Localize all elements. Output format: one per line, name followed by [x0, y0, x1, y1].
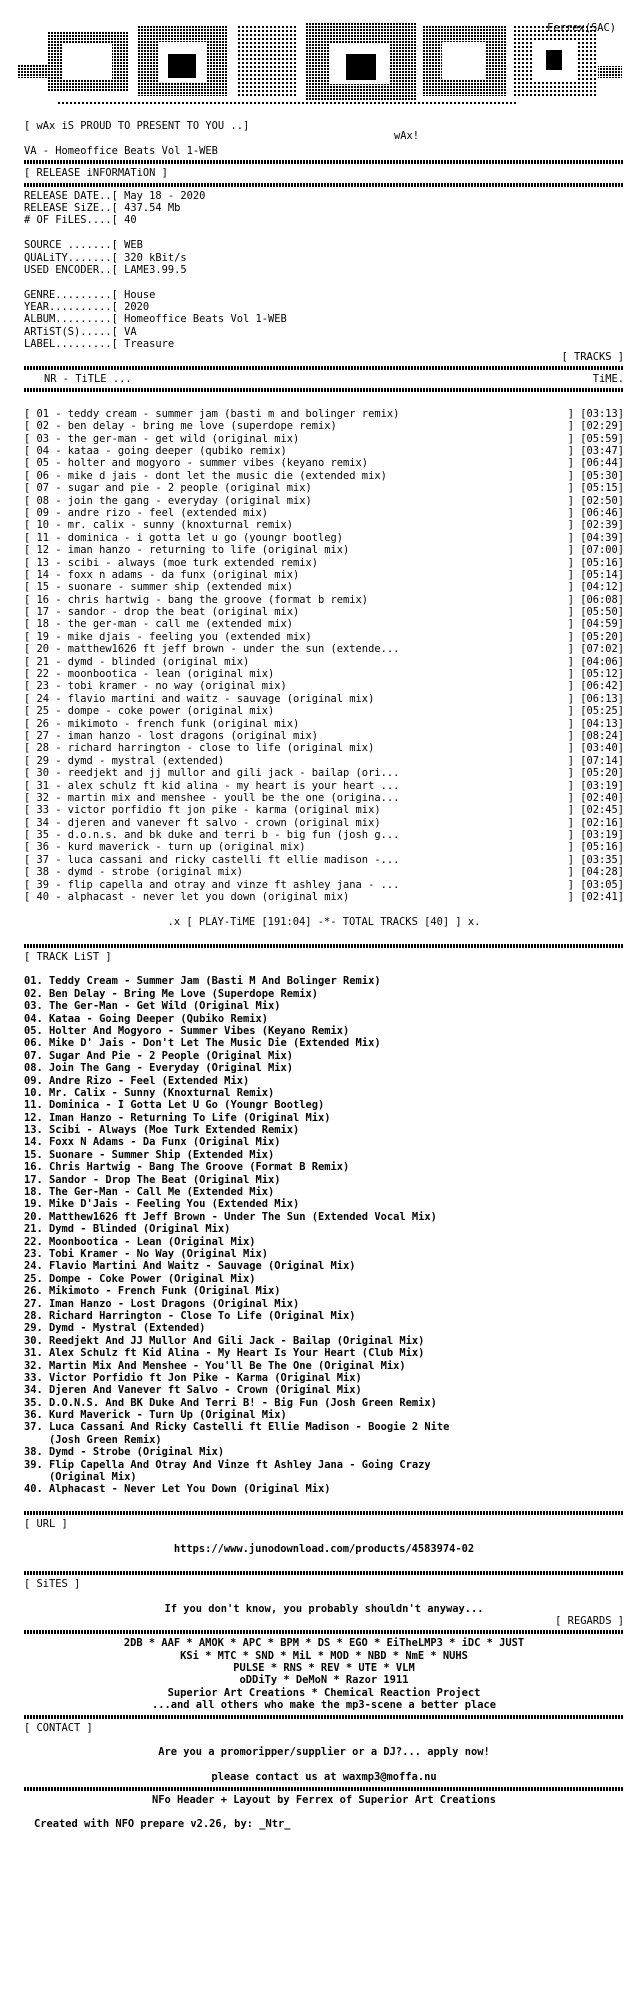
- track-list-item: 29. Dymd - Mystral (Extended): [24, 1322, 206, 1335]
- track-nr-title: [ 19 - mike djais - feeling you (extended mix): [24, 630, 312, 643]
- track-nr-title: [ 23 - tobi kramer - no way (original mix): [24, 680, 287, 693]
- track-time: ] [03:47]: [567, 444, 624, 457]
- track-row: [24, 866, 624, 878]
- track-table: [24, 408, 624, 904]
- track-nr-title: [ 11 - dominica - i gotta let u go (youngr bootleg): [24, 531, 344, 544]
- divider: [24, 183, 624, 187]
- track-row: [24, 470, 624, 482]
- encoder: LAME3.99.5: [124, 263, 187, 276]
- track-time: ] [02:40]: [567, 791, 624, 804]
- track-row: [24, 854, 624, 866]
- track-time: ] [07:02]: [567, 643, 624, 656]
- track-row: [24, 618, 624, 630]
- proud-line: [ wAx iS PROUD TO PRESENT TO YOU ..]: [24, 120, 250, 132]
- track-time: ] [07:14]: [567, 754, 624, 767]
- tracks-header: [24, 373, 624, 385]
- track-time: ] [02:45]: [567, 804, 624, 817]
- contact-title: [ CONTACT ]: [24, 1721, 93, 1734]
- track-row: [24, 841, 624, 853]
- track-row: [24, 482, 624, 494]
- regards-line: 2DB * AAF * AMOK * APC * BPM * DS * EGO * EiTheLMP3 * iDC * JUST: [123, 1637, 525, 1650]
- release-size: 437.54 Mb: [124, 201, 181, 214]
- sites-text: If you don't know, you probably shouldn't anyway...: [164, 1602, 484, 1615]
- track-row: [24, 780, 624, 792]
- track-row: [24, 792, 624, 804]
- track-row: [24, 445, 624, 457]
- track-time: ] [04:28]: [567, 866, 624, 879]
- track-time: ] [04:06]: [567, 655, 624, 668]
- track-list-item: 38. Dymd - Strobe (Original Mix): [24, 1446, 225, 1459]
- artist: VA: [124, 325, 137, 338]
- label: RELEASE DATE..[: [24, 189, 118, 202]
- track-nr-title: [ 08 - join the gang - everyday (original mix): [24, 494, 312, 507]
- track-row: [24, 742, 624, 754]
- record-label: Treasure: [124, 338, 175, 351]
- track-row: [24, 668, 624, 680]
- track-list-item: 32. Martin Mix And Menshee - You'll Be The One (Original Mix): [24, 1359, 406, 1372]
- track-list-title: [ TRACK LiST ]: [24, 950, 112, 963]
- track-row: [24, 569, 624, 581]
- track-nr-title: [ 29 - dymd - mystral (extended): [24, 754, 225, 767]
- track-time: ] [06:42]: [567, 680, 624, 693]
- label: ARTiST(S).....[: [24, 325, 118, 338]
- track-list-item: 02. Ben Delay - Bring Me Love (Superdope Remix): [24, 987, 319, 1000]
- label: YEAR..........[: [24, 301, 118, 314]
- track-list-item: 27. Iman Hanzo - Lost Dragons (Original Mix): [24, 1297, 300, 1310]
- track-list-item: 19. Mike D'Jais - Feeling You (Extended Mix): [24, 1198, 300, 1211]
- track-nr-title: [ 34 - djeren and vanever ft salvo - crown (original mix): [24, 816, 381, 829]
- track-row: [24, 495, 624, 507]
- track-list-item: 37. Luca Cassani And Ricky Castelli ft Ellie Madison - Boogie 2 Nite: [24, 1421, 450, 1434]
- track-time: ] [02:50]: [567, 494, 624, 507]
- track-nr-title: [ 35 - d.o.n.s. and bk duke and terri b - big fun (josh g...: [24, 829, 400, 842]
- track-row: [24, 680, 624, 692]
- track-list-item: 07. Sugar And Pie - 2 People (Original Mix): [24, 1049, 293, 1062]
- track-list-item: 13. Scibi - Always (Moe Turk Extended Remix): [24, 1124, 300, 1137]
- track-time: ] [05:16]: [567, 556, 624, 569]
- track-nr-title: [ 16 - chris hartwig - bang the groove (format b remix): [24, 593, 369, 606]
- track-row: [24, 817, 624, 829]
- track-nr-title: [ 15 - suonare - summer ship (extended mix): [24, 581, 293, 594]
- track-list-item: (Original Mix): [24, 1471, 137, 1484]
- track-nr-title: [ 38 - dymd - strobe (original mix): [24, 866, 243, 879]
- divider: [24, 1715, 624, 1719]
- release-info-title: [ RELEASE iNFORMATiON ]: [24, 167, 168, 180]
- tracks-title: [ TRACKS ]: [561, 350, 624, 363]
- track-nr-title: [ 28 - richard harrington - close to life (original mix): [24, 742, 375, 755]
- track-time: ] [05:50]: [567, 606, 624, 619]
- track-list-item: 10. Mr. Calix - Sunny (Knoxturnal Remix): [24, 1086, 275, 1099]
- track-list-item: 01. Teddy Cream - Summer Jam (Basti M And Bolinger Remix): [24, 975, 381, 988]
- divider: [24, 160, 624, 164]
- regards-line: KSi * MTC * SND * MiL * MOD * NBD * NmE * NUHS: [180, 1649, 468, 1662]
- track-row: [24, 755, 624, 767]
- track-time: ] [08:24]: [567, 729, 624, 742]
- track-nr-title: [ 01 - teddy cream - summer jam (basti m and bolinger remix): [24, 407, 400, 420]
- release-title: VA - Homeoffice Beats Vol 1-WEB: [24, 144, 218, 157]
- art-credit: Ferrex(SAC): [547, 22, 616, 34]
- label: QUALiTY.......[: [24, 251, 118, 264]
- regards-title: [ REGARDS ]: [555, 1614, 624, 1627]
- track-nr-title: [ 36 - kurd maverick - turn up (original mix): [24, 841, 306, 854]
- track-list-item: 14. Foxx N Adams - Da Funx (Original Mix): [24, 1136, 281, 1149]
- track-nr-title: [ 06 - mike d jais - dont let the music die (extended mix): [24, 469, 387, 482]
- track-nr-title: [ 09 - andre rizo - feel (extended mix): [24, 506, 268, 519]
- track-row: [24, 767, 624, 779]
- track-list-item: 30. Reedjekt And JJ Mullor And Gili Jack - Bailap (Original Mix): [24, 1334, 425, 1347]
- track-list-item: 15. Suonare - Summer Ship (Extended Mix): [24, 1148, 275, 1161]
- track-list-item: 33. Victor Porfidio ft Jon Pike - Karma (Original Mix): [24, 1371, 362, 1384]
- track-list-item: 36. Kurd Maverick - Turn Up (Original Mix): [24, 1409, 287, 1422]
- track-list-item: 17. Sandor - Drop The Beat (Original Mix): [24, 1173, 281, 1186]
- track-time: ] [05:20]: [567, 767, 624, 780]
- track-time: ] [07:00]: [567, 544, 624, 557]
- track-row: [24, 544, 624, 556]
- created-with: Created with NFO prepare v2.26, by: _Ntr_: [34, 1818, 291, 1831]
- track-list-item: 26. Mikimoto - French Funk (Original Mix): [24, 1285, 281, 1298]
- track-time: ] [03:13]: [567, 407, 624, 420]
- sites-title: [ SiTES ]: [24, 1577, 81, 1590]
- track-nr-title: [ 30 - reedjekt and jj mullor and gili jack - bailap (ori...: [24, 767, 400, 780]
- track-row: [24, 433, 624, 445]
- track-row: [24, 891, 624, 903]
- track-list-item: 34. Djeren And Vanever ft Salvo - Crown (Original Mix): [24, 1384, 362, 1397]
- track-row: [24, 705, 624, 717]
- regards-line: Superior Art Creations * Chemical Reaction Project: [167, 1686, 481, 1699]
- track-row: [24, 631, 624, 643]
- contact-line-1: Are you a promoripper/supplier or a DJ?... apply now!: [158, 1746, 490, 1759]
- track-nr-title: [ 18 - the ger-man - call me (extended mix): [24, 618, 293, 631]
- track-list-item: 31. Alex Schulz ft Kid Alina - My Heart Is Your Heart (Club Mix): [24, 1347, 425, 1360]
- track-row: [24, 581, 624, 593]
- quality: 320 kBit/s: [124, 251, 187, 264]
- wax-logo-graphic: [18, 14, 622, 120]
- divider: [24, 1787, 624, 1791]
- track-nr-title: [ 24 - flavio martini and waitz - sauvage (original mix): [24, 692, 375, 705]
- track-nr-title: [ 14 - foxx n adams - da funx (original mix): [24, 568, 300, 581]
- track-time: ] [04:12]: [567, 581, 624, 594]
- track-row: [24, 408, 624, 420]
- track-nr-title: [ 32 - martin mix and menshee - youll be the one (origina...: [24, 791, 400, 804]
- label: ALBUM.........[: [24, 313, 118, 326]
- track-time: ] [05:12]: [567, 668, 624, 681]
- track-list-item: 18. The Ger-Man - Call Me (Extended Mix): [24, 1186, 275, 1199]
- track-list-item: 25. Dompe - Coke Power (Original Mix): [24, 1272, 256, 1285]
- track-list-item: 05. Holter And Mogyoro - Summer Vibes (Keyano Remix): [24, 1024, 350, 1037]
- track-time: ] [02:29]: [567, 420, 624, 433]
- track-nr-title: [ 12 - iman hanzo - returning to life (original mix): [24, 544, 350, 557]
- label: GENRE.........[: [24, 288, 118, 301]
- label: USED ENCODER..[: [24, 263, 118, 276]
- track-list-item: 12. Iman Hanzo - Returning To Life (Original Mix): [24, 1111, 331, 1124]
- track-time: ] [04:59]: [567, 618, 624, 631]
- track-nr-title: [ 10 - mr. calix - sunny (knoxturnal remix): [24, 519, 293, 532]
- wax-mark: wAx!: [394, 130, 420, 142]
- track-nr-title: [ 17 - sandor - drop the beat (original mix): [24, 606, 300, 619]
- track-row: [24, 594, 624, 606]
- divider: [24, 944, 624, 948]
- track-nr-title: [ 05 - holter and mogyoro - summer vibes (keyano remix): [24, 457, 369, 470]
- track-list-item: 16. Chris Hartwig - Bang The Groove (Format B Remix): [24, 1161, 350, 1174]
- release-info-block: [24, 190, 624, 351]
- label: LABEL.........[: [24, 338, 118, 351]
- label: RELEASE SiZE..[: [24, 201, 118, 214]
- track-list-item: 39. Flip Capella And Otray And Vinze ft Ashley Jana - Going Crazy: [24, 1458, 431, 1471]
- regards-line: oDDiTy * DeMoN * Razor 1911: [239, 1674, 409, 1687]
- track-list-item: 08. Join The Gang - Everyday (Original Mix): [24, 1062, 293, 1075]
- track-nr-title: [ 25 - dompe - coke power (original mix): [24, 705, 275, 718]
- url-title: [ URL ]: [24, 1518, 68, 1531]
- track-row: [24, 420, 624, 432]
- track-row: [24, 804, 624, 816]
- track-list-item: 20. Matthew1626 ft Jeff Brown - Under The Sun (Extended Vocal Mix): [24, 1210, 437, 1223]
- track-time: ] [04:39]: [567, 531, 624, 544]
- track-row: [24, 643, 624, 655]
- track-list-item: 04. Kataa - Going Deeper (Qubiko Remix): [24, 1012, 268, 1025]
- track-time: ] [05:20]: [567, 630, 624, 643]
- track-nr-title: [ 31 - alex schulz ft kid alina - my heart is your heart ...: [24, 779, 400, 792]
- track-list: [24, 975, 624, 1495]
- track-list-item: 22. Moonbootica - Lean (Original Mix): [24, 1235, 256, 1248]
- track-nr-title: [ 39 - flip capella and otray and vinze ft ashley jana - ...: [24, 878, 400, 891]
- track-list-item: 06. Mike D' Jais - Don't Let The Music Die (Extended Mix): [24, 1037, 381, 1050]
- track-nr-title: [ 27 - iman hanzo - lost dragons (original mix): [24, 729, 319, 742]
- track-row: [24, 730, 624, 742]
- track-time: ] [06:44]: [567, 457, 624, 470]
- track-time: ] [03:19]: [567, 829, 624, 842]
- track-nr-title: [ 02 - ben delay - bring me love (superdope remix): [24, 420, 337, 433]
- track-row: [24, 606, 624, 618]
- track-list-item: 03. The Ger-Man - Get Wild (Original Mix): [24, 1000, 281, 1013]
- track-row: [24, 557, 624, 569]
- track-time: ] [05:15]: [567, 482, 624, 495]
- layout-credit: NFo Header + Layout by Ferrex of Superior Art Creations: [151, 1793, 497, 1806]
- genre: House: [124, 288, 156, 301]
- col-nr-title: NR - TiTLE ...: [44, 373, 132, 386]
- track-nr-title: [ 26 - mikimoto - french funk (original mix): [24, 717, 300, 730]
- track-time: ] [04:13]: [567, 717, 624, 730]
- album: Homeoffice Beats Vol 1-WEB: [124, 313, 287, 326]
- track-nr-title: [ 22 - moonbootica - lean (original mix): [24, 668, 275, 681]
- track-nr-title: [ 40 - alphacast - never let you down (original mix): [24, 891, 350, 904]
- track-nr-title: [ 20 - matthew1626 ft jeff brown - under the sun (extende...: [24, 643, 400, 656]
- track-time: ] [03:35]: [567, 853, 624, 866]
- track-list-item: 09. Andre Rizo - Feel (Extended Mix): [24, 1074, 250, 1087]
- file-count: 40: [124, 214, 137, 227]
- track-nr-title: [ 21 - dymd - blinded (original mix): [24, 655, 250, 668]
- regards-list: [24, 1637, 624, 1711]
- track-list-item: 40. Alphacast - Never Let You Down (Original Mix): [24, 1483, 331, 1496]
- track-row: [24, 519, 624, 531]
- release-date: May 18 - 2020: [124, 189, 206, 202]
- track-row: [24, 507, 624, 519]
- col-time: TiME.: [592, 373, 624, 386]
- source: WEB: [124, 239, 143, 252]
- track-list-item: 11. Dominica - I Gotta Let U Go (Youngr Bootleg): [24, 1099, 325, 1112]
- track-row: [24, 718, 624, 730]
- track-nr-title: [ 13 - scibi - always (moe turk extended remix): [24, 556, 319, 569]
- contact-line-2[interactable]: please contact us at waxmp3@moffa.nu: [211, 1771, 437, 1784]
- track-row: [24, 693, 624, 705]
- track-nr-title: [ 07 - sugar and pie - 2 people (original mix): [24, 482, 312, 495]
- track-list-item: 21. Dymd - Blinded (Original Mix): [24, 1223, 231, 1236]
- track-list-item: 24. Flavio Martini And Waitz - Sauvage (Original Mix): [24, 1260, 356, 1273]
- track-time: ] [03:05]: [567, 878, 624, 891]
- track-row: [24, 656, 624, 668]
- track-time: ] [05:30]: [567, 469, 624, 482]
- label: # OF FiLES....[: [24, 214, 118, 227]
- track-time: ] [05:16]: [567, 841, 624, 854]
- track-row: [24, 532, 624, 544]
- tracks-summary: .x [ PLAY-TiME [191:04] -*- TOTAL TRACKS [40] ] x.: [167, 915, 481, 928]
- track-nr-title: [ 37 - luca cassani and ricky castelli ft ellie madison -...: [24, 853, 400, 866]
- divider: [24, 1511, 624, 1515]
- track-time: ] [06:46]: [567, 506, 624, 519]
- track-time: ] [05:14]: [567, 568, 624, 581]
- track-list-item: (Josh Green Remix): [24, 1433, 162, 1446]
- track-row: [24, 457, 624, 469]
- track-nr-title: [ 33 - victor porfidio ft jon pike - karma (original mix): [24, 804, 381, 817]
- divider: [24, 1571, 624, 1575]
- regards-line: ...and all others who make the mp3-scene a better place: [151, 1699, 497, 1712]
- divider: [24, 366, 624, 370]
- track-time: ] [02:41]: [567, 891, 624, 904]
- track-row: [24, 829, 624, 841]
- track-time: ] [03:40]: [567, 742, 624, 755]
- divider: [24, 1630, 624, 1634]
- track-time: ] [05:25]: [567, 705, 624, 718]
- track-nr-title: [ 04 - kataa - going deeper (qubiko remix): [24, 444, 287, 457]
- track-list-item: 35. D.O.N.S. And BK Duke And Terri B! - Big Fun (Josh Green Remix): [24, 1396, 437, 1409]
- track-list-item: 23. Tobi Kramer - No Way (Original Mix): [24, 1247, 268, 1260]
- release-url[interactable]: https://www.junodownload.com/products/4583974-02: [173, 1542, 475, 1555]
- track-time: ] [03:19]: [567, 779, 624, 792]
- label: SOURCE .......[: [24, 239, 118, 252]
- track-time: ] [02:39]: [567, 519, 624, 532]
- divider: [24, 388, 624, 392]
- track-time: ] [06:08]: [567, 593, 624, 606]
- year: 2020: [124, 301, 150, 314]
- track-time: ] [05:59]: [567, 432, 624, 445]
- track-list-item: 28. Richard Harrington - Close To Life (Original Mix): [24, 1309, 356, 1322]
- track-time: ] [02:16]: [567, 816, 624, 829]
- regards-line: PULSE * RNS * REV * UTE * VLM: [233, 1662, 415, 1675]
- track-nr-title: [ 03 - the ger-man - get wild (original mix): [24, 432, 300, 445]
- track-time: ] [06:13]: [567, 692, 624, 705]
- track-row: [24, 879, 624, 891]
